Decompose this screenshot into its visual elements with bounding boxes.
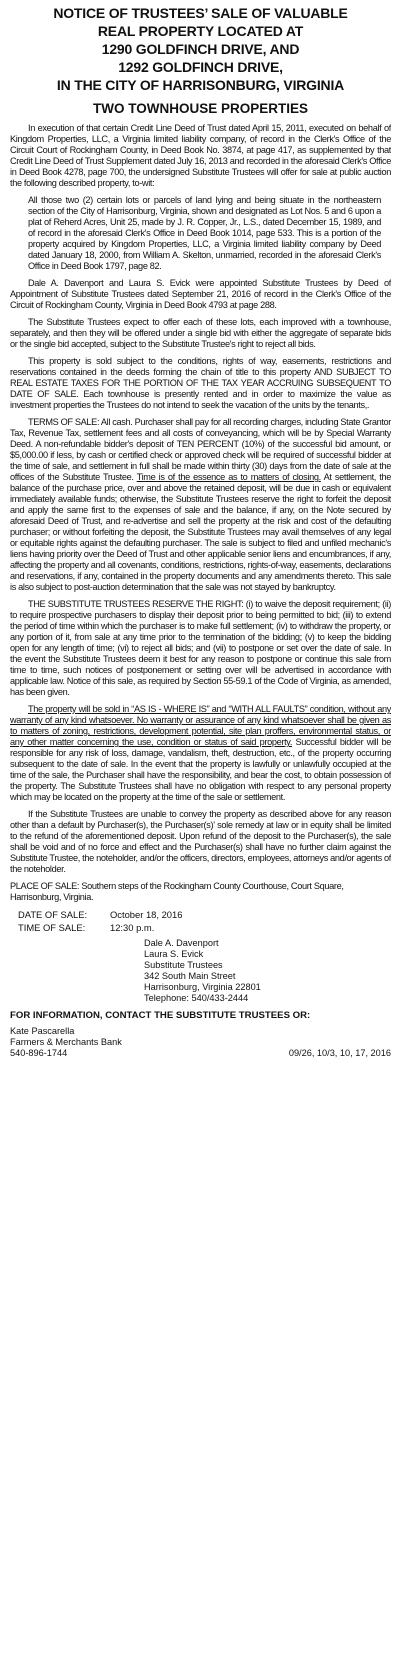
execution-paragraph: In execution of that certain Credit Line Deed of Trust dated April 15, 2011, executed on behalf of Kingdom Properties, LLC, a Virginia limited liability company, of record in the Clerk's Office of the Circuit Court of Rockingham County, in Deed Book No. 3874, at page 417, as supplemented by that Credit Line Deed of Trust Supplement dated July 16, 2013 and recorded in the aforesaid Clerk's Office in Deed Book 4278, page 700, the undersigned Substitute Trustees will offer for sale at public auction the following described property, to-wit: <box>10 123 391 188</box>
headline-line: 1290 GOLDFINCH DRIVE, AND <box>101 41 300 57</box>
reserve-right-paragraph: THE SUBSTITUTE TRUSTEES RESERVE THE RIGHT: (i) to waive the deposit requirement; (ii) to require prospective purchasers to display their deposit prior to being permitted to bid; (iii) to extend the period of time within which the purchaser is to make full settlement; (iv) to withdraw the property, or any portion of it, from sale at any time prior to the termination of the bidding; (v) to keep the bidding open for any length of time; (vi) to reject all bids; and (vii) to postpone or set over the date of sale. In the event the Substitute Trustees deem it best for any reason to postpone or continue this sale from time to time, such notices of postponement or setting over will be advertised in accordance with applicable law. Notice of this sale, as required by Section 55-59.1 of the Code of Virginia, as amended, has been given. <box>10 599 391 697</box>
bidding-paragraph: The Substitute Trustees expect to offer each of these lots, each improved with a townhouse, separately, and then they will be offered under a single bid with either the aggregate of separate bids or the single bid accepted, subject to the Substitute Trustee's right to reject all bids. <box>10 317 391 349</box>
contact-heading: FOR INFORMATION, CONTACT THE SUBSTITUTE TRUSTEES OR: <box>10 1010 311 1021</box>
signer-line: 342 South Main Street <box>144 971 236 981</box>
legal-description: All those two (2) certain lots or parcels of land lying and being situate in the northeastern section of the City of Harrisonburg, Virginia, shown and designated as Lot Nos. 5 and 6 upon a plat of Reherd Acres, Unit 25, made by J. R. Copper, Jr., L.S., dated December 15, 1989, and of record in the aforesaid Clerk's Office in Deed Book 1014, page 533. This is a portion of the property acquired by Kingdom Properties, LLC, a Virginia limited liability company by Deed dated January 18, 2000, from William A. Skelton, unmarried, recorded in the aforesaid Clerk's Office in Deed Book 1797, page 82. <box>28 195 381 271</box>
contact-name: Kate Pascarella <box>10 1026 75 1036</box>
place-of-sale: PLACE OF SALE: Southern steps of the Rockingham County Courthouse, Court Square, Harrisonburg, Virginia. <box>10 881 344 902</box>
date-value: October 18, 2016 <box>110 909 183 920</box>
notice-subhead: TWO TOWNHOUSE PROPERTIES <box>92 101 308 116</box>
as-is-warning-text: The property will be sold in “AS IS - WHERE IS” and “WITH ALL FAULTS” condition, without any warranty of any kind whatsoever. No warranty or assurance of any kind whatsoever shall be given as to matters of zoning, restrictions, development potential, site plan proffers, environmental status, or any other matter concerning the use, condition or status of said property. <box>10 704 391 747</box>
signer-line: Dale A. Davenport <box>144 938 219 948</box>
headline-line: NOTICE OF TRUSTEES’ SALE OF VALUABLE <box>53 5 348 21</box>
contact-organization: Farmers & Merchants Bank <box>10 1037 122 1047</box>
terms-text: TERMS OF SALE: All cash. Purchaser shall pay for all recording charges, including State Grantor Tax, Revenue Tax, settlement fees and all costs of conveyancing, which will be by Special Warranty Deed. A non-refundable bidder's deposit of TEN PERCENT (10%) of the successful bid amount, or $5,000.00 if less, by cash or certified check or approved check will be required of successful bidder at the time of sale, and settlement in full shall be made within thirty (30) days from the date of sale at the offices of the Substitute Trustee. <box>10 417 391 482</box>
terms-of-sale-paragraph <box>10 417 391 593</box>
notice-headline <box>10 4 391 94</box>
contact-footer <box>10 1048 391 1059</box>
subject-to-paragraph: This property is sold subject to the conditions, rights of way, easements, restrictions and reservations contained in the deeds forming the chain of title to this property AND SUBJECT TO REAL ESTATE TAXES FOR THE PORTION OF THE TAX YEAR ACCRUING SUBSEQUENT TO DATE OF SALE. Each townhouse is presently rented and in order to maximize the value as investment properties the Trustees do not intend to seek the vacation of the units by the tenants,. <box>10 356 391 410</box>
time-of-sale-row <box>18 921 391 934</box>
time-of-essence-text: Time is of the essence as to matters of closing. <box>136 472 321 482</box>
headline-line: IN THE CITY OF HARRISONBURG, VIRGINIA <box>56 77 345 93</box>
headline-line: 1292 GOLDFINCH DRIVE, <box>118 59 283 75</box>
contact-phone: 540-896-1744 <box>10 1048 68 1058</box>
time-label: TIME OF SALE: <box>18 922 86 933</box>
publication-dates: 09/26, 10/3, 10, 17, 2016 <box>288 1048 391 1058</box>
trustee-signature-block <box>144 938 391 1004</box>
signer-line: Substitute Trustees <box>144 960 223 970</box>
appointment-paragraph: Dale A. Davenport and Laura S. Evick were appointed Substitute Trustees by Deed of Appointment of Substitute Trustees dated September 21, 2016 of record in the Clerk's Office of the Circuit of Rockingham County, Virginia in Deed Book 4793 at page 288. <box>10 278 391 310</box>
headline-line: REAL PROPERTY LOCATED AT <box>97 23 304 39</box>
date-label: DATE OF SALE: <box>18 909 88 920</box>
signer-line: Harrisonburg, Virginia 22801 <box>144 982 261 992</box>
legal-notice <box>10 4 391 1665</box>
signer-line: Laura S. Evick <box>144 949 204 959</box>
terms-text-continued: At settlement, the balance of the purchase price, over and above the retained deposit, will be due in cash or equivalent immediately available funds; otherwise, the Substitute Trustees reserve the right to forfeit the deposit and apply the same first to the expenses of sale and the balance, if any, on the Note secured by aforesaid Deed of Trust, and re-advertise and sell the property at the risk and cost of the defaulting purchaser; or without forfeiting the deposit, the Substitute Trustees may avail themselves of any legal or equitable rights against the defaulting purchaser. The sale is subject to filed and unfiled mechanic's liens having priority over the Deed of Trust and other applicable senior liens and encumbrances, if any, affecting the property and all covenants, conditions, restrictions, rights-of-way, easements, declarations and reservations, if any, contained in the property documents and any amendments thereto. This sale is also subject to post-auction determination that the sale was not stayed by bankruptcy. <box>10 472 391 592</box>
contact-block <box>10 1026 391 1059</box>
time-value: 12:30 p.m. <box>110 922 155 933</box>
refund-paragraph: If the Substitute Trustees are unable to convey the property as described above for any reason other than a default by Purchaser(s), the Purchaser(s)' sole remedy at law or in equity shall be limited to the refund of the aforementioned deposit. Upon refund of the deposit to the Purchaser(s), the sale shall be void and of no force and effect and the Purchaser(s) shall have no further claim against the Substitute Trustee, the noteholder, and/or the officers, directors, employees, attorneys and/or agents of the noteholder. <box>10 809 391 874</box>
signer-line: Telephone: 540/433-2444 <box>144 993 249 1003</box>
date-of-sale-row <box>18 908 391 921</box>
risk-text: Successful bidder will be responsible for any risk of loss, damage, vandalism, theft, destruction, etc., of the property occurring subsequent to the date of sale. In the event that the property is lawfully or unlawfully occupied at the time of the sale, the Purchaser shall have the responsibility, and bear the cost, to obtain possession of the property. The Substitute Trustees shall have no obligation with respect to any personal property which may be located on the property at the time of the sale or settlement. <box>10 737 391 802</box>
as-is-paragraph <box>10 704 391 803</box>
